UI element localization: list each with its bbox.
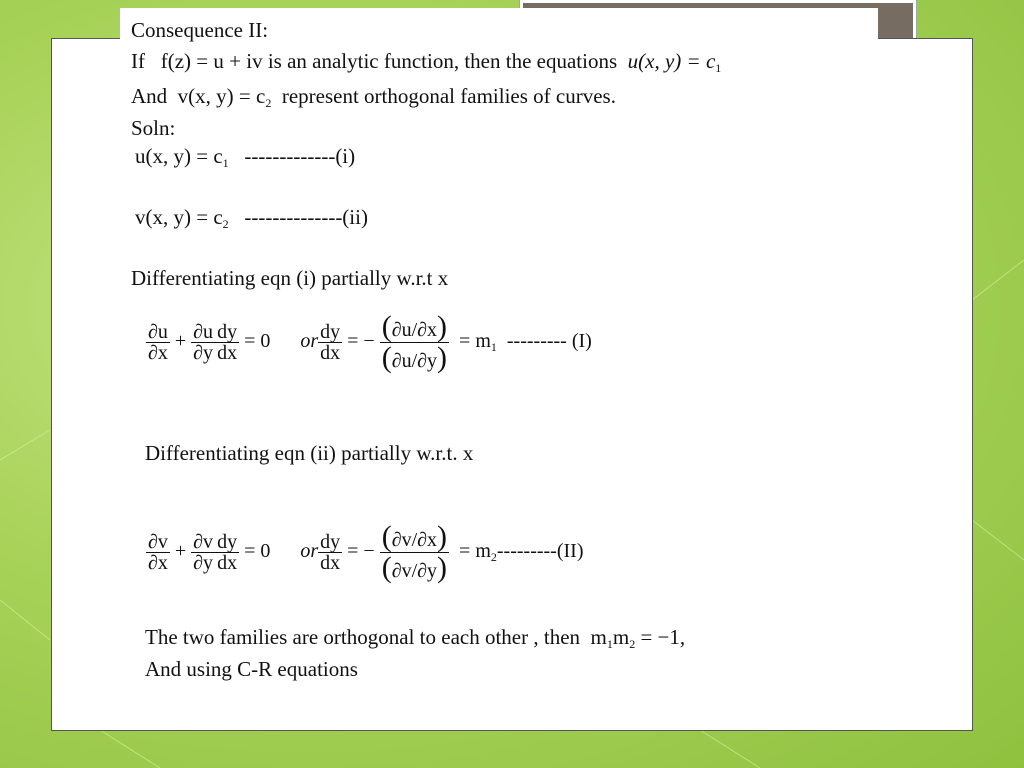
frac-dv-dy (191, 532, 215, 573)
statement-text-1: f(z) = u + iv is an analytic function, then the equations (160, 49, 618, 73)
differentiating-i-text: Differentiating eqn (i) partially w.r.t x (131, 266, 449, 290)
formula-1 (146, 312, 592, 373)
num: dy (320, 531, 341, 553)
equation-u-c1: u(x, y) = c (627, 49, 716, 73)
soln-label: Soln: (131, 116, 176, 140)
equation-i (135, 146, 355, 169)
orthogonality-line (145, 627, 685, 650)
big-den: (∂v/∂y) (381, 551, 448, 584)
num-dv: ∂v (391, 529, 412, 551)
plus: + (174, 330, 187, 353)
orthogonality-rhs: = −1, (640, 625, 686, 649)
den: ∂y (193, 552, 214, 574)
num: dy (217, 321, 238, 343)
big-den: (∂u/∂y) (381, 341, 448, 374)
rhs-sub: 1 (490, 340, 497, 355)
num-dx: ∂x (417, 319, 438, 341)
or-word: or (300, 540, 319, 563)
num: ∂v (193, 531, 214, 553)
m2: m (612, 625, 630, 649)
num: ∂u (148, 321, 168, 343)
sub-2: 2 (265, 96, 272, 110)
formula-1-tag: --------- (I) (506, 330, 592, 353)
frac-dy-dx (215, 532, 239, 573)
cr-equations-line: And using C-R equations (145, 657, 358, 681)
equation-ii-tag: --------------(ii) (244, 205, 368, 229)
differentiating-ii-text: Differentiating eqn (ii) partially w.r.t. x (145, 441, 474, 465)
equation-ii-sub: 2 (222, 217, 229, 231)
orthogonality-text: The two families are orthogonal to each other , then (145, 625, 581, 649)
den-dv: ∂v (391, 560, 412, 582)
num: dy (320, 321, 341, 343)
slide-title: Consequence II: (131, 18, 269, 42)
den: ∂y (193, 342, 214, 364)
num-dx: ∂x (417, 529, 438, 551)
den: ∂x (148, 552, 168, 574)
equation-i-tag: -------------(i) (244, 144, 356, 168)
formula-2 (146, 522, 583, 583)
frac-du-dy (191, 322, 215, 363)
statement-line-2 (131, 86, 616, 109)
statement-text-2: represent orthogonal families of curves. (281, 84, 616, 108)
rhs-m: = m (459, 330, 491, 353)
num: dy (217, 531, 238, 553)
m2-sub: 2 (629, 637, 636, 651)
equation-v-c2: v(x, y) = c (177, 84, 266, 108)
big-num: (∂u/∂x) (381, 310, 448, 343)
big-fraction-1 (380, 312, 449, 373)
or-word: or (300, 330, 319, 353)
equation-ii (135, 207, 368, 230)
statement-line-1 (131, 51, 721, 74)
den: dx (320, 342, 341, 364)
big-fraction-2 (380, 522, 449, 583)
frac-dy-dx (215, 322, 239, 363)
equals-minus: = − (347, 540, 375, 563)
sub-1: 1 (715, 61, 722, 75)
equation-i-sub: 1 (222, 156, 229, 170)
frac-dy-dx-2 (318, 322, 342, 363)
den: dx (217, 552, 238, 574)
rhs-sub: 2 (490, 550, 497, 565)
rhs-m: = m (459, 540, 491, 563)
num: ∂v (148, 531, 168, 553)
lead-if: If (131, 49, 145, 73)
lead-and: And (131, 84, 168, 108)
den-dy: ∂y (417, 350, 438, 372)
den: dx (320, 552, 341, 574)
big-num: (∂v/∂x) (381, 520, 448, 553)
equation-ii-lhs: v(x, y) = c (135, 205, 223, 229)
equation-i-lhs: u(x, y) = c (135, 144, 223, 168)
den-dy: ∂y (417, 560, 438, 582)
m1-sub: 1 (606, 637, 613, 651)
frac-du-dx (146, 322, 170, 363)
den: dx (217, 342, 238, 364)
num-du: ∂u (391, 319, 412, 341)
frac-dv-dx (146, 532, 170, 573)
den-du: ∂u (391, 350, 412, 372)
equals-zero: = 0 (244, 540, 271, 563)
num: ∂u (193, 321, 214, 343)
formula-2-tag: ---------(II) (496, 540, 584, 563)
den: ∂x (148, 342, 168, 364)
equals-minus: = − (347, 330, 375, 353)
frac-dy-dx-2 (318, 532, 342, 573)
m1: m (590, 625, 607, 649)
plus: + (174, 540, 187, 563)
equals-zero: = 0 (244, 330, 271, 353)
